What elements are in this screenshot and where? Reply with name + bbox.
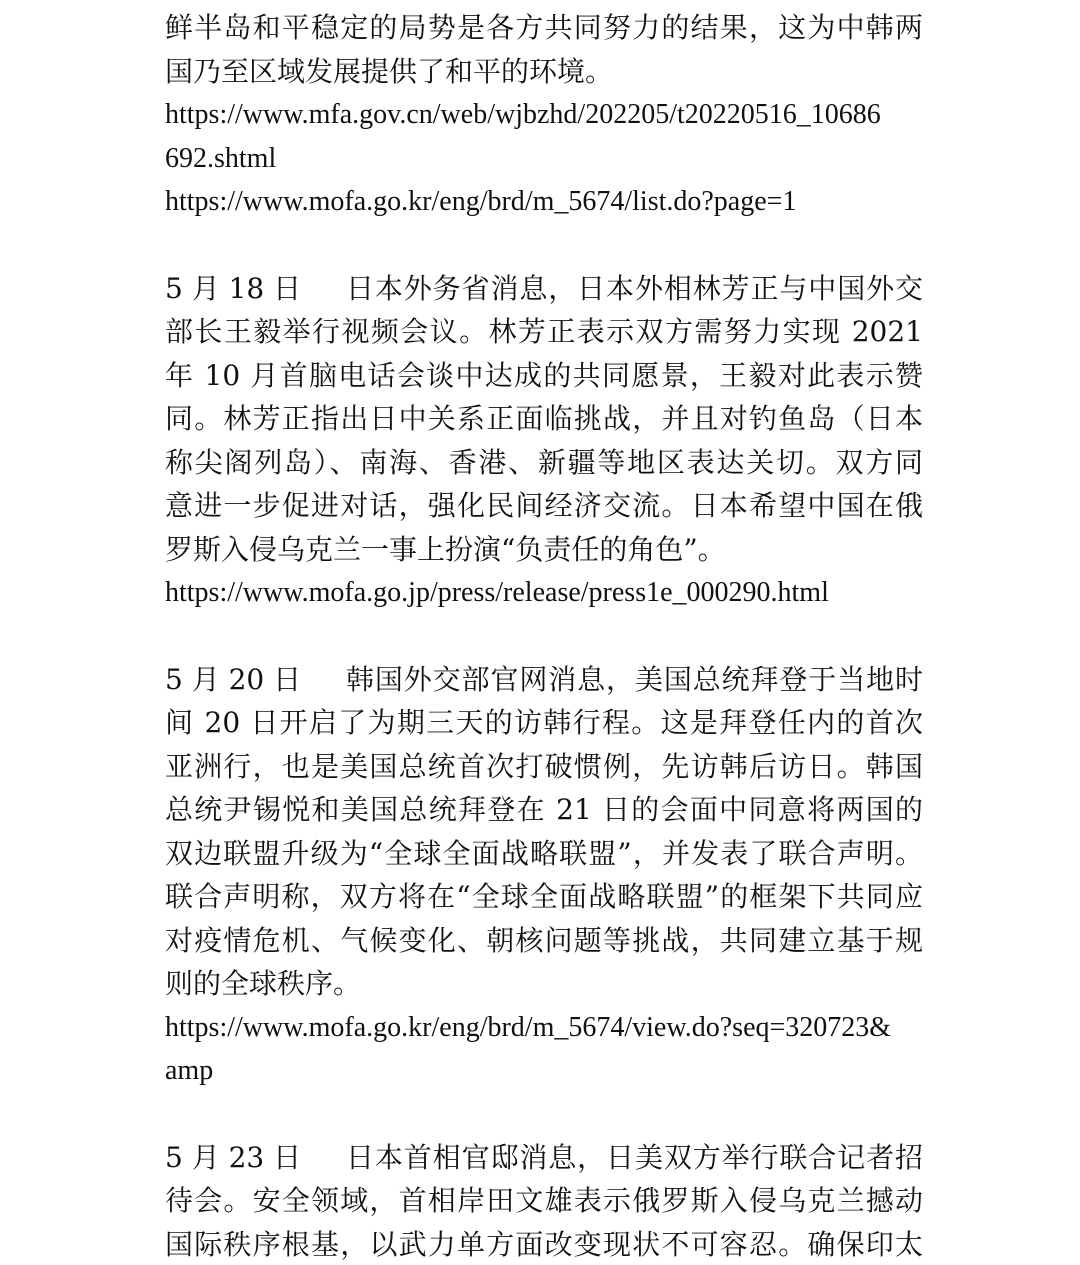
entry-first-line [165, 1136, 923, 1180]
text-line: 年 10 月首脑电话会谈中达成的共同愿景，王毅对此表示赞 [165, 358, 923, 392]
paragraph-gap [165, 224, 923, 267]
text-line: 亚洲行，也是美国总统首次打破惯例，先访韩后访日。韩国 [165, 749, 923, 783]
entry-text: 日本外务省消息，日本外相林芳正与中国外交 [346, 271, 923, 305]
paragraph-gap [165, 1093, 923, 1136]
entry-first-line [165, 267, 923, 311]
entry-date: 5 月 20 日 [165, 662, 302, 696]
entry-date: 5 月 18 日 [165, 271, 302, 305]
text-line: 部长王毅举行视频会议。林芳正表示双方需努力实现 2021 [165, 315, 923, 348]
text-line: 称尖阁列岛）、南海、香港、新疆等地区表达关切。双方同 [165, 445, 923, 479]
entry-may-18 [165, 267, 923, 615]
text-column [165, 6, 923, 1265]
entry-may-20 [165, 658, 923, 1093]
text-line: 国际秩序根基，以武力单方面改变现状不可容忍。确保印太 [165, 1227, 923, 1261]
text-line: 国乃至区域发展提供了和平的环境。 [165, 54, 614, 88]
entry-text: 日本首相官邸消息，日美双方举行联合记者招 [346, 1140, 923, 1174]
url-link[interactable]: https://www.mfa.gov.cn/web/wjbzhd/202205/t20220516_10686 [165, 99, 881, 130]
text-line: 罗斯入侵乌克兰一事上扮演“负责任的角色”。 [165, 532, 726, 566]
text-line: 待会。安全领域，首相岸田文雄表示俄罗斯入侵乌克兰撼动 [165, 1184, 923, 1217]
text-line: 鲜半岛和平稳定的局势是各方共同努力的结果，这为中韩两 [165, 11, 923, 44]
entry-date: 5 月 23 日 [165, 1140, 302, 1174]
url-link[interactable]: 692.shtml [165, 142, 277, 174]
text-line: 总统尹锡悦和美国总统拜登在 21 日的会面中同意将两国的 [165, 793, 923, 826]
text-line: 对疫情危机、气候变化、朝核问题等挑战，共同建立基于规 [165, 923, 923, 957]
text-line: 则的全球秩序。 [165, 967, 362, 1000]
text-line: 双边联盟升级为“全球全面战略联盟”，并发表了联合声明。 [165, 836, 923, 870]
entry-first-line [165, 658, 923, 702]
text-line: 同。林芳正指出日中关系正面临挑战，并且对钓鱼岛（日本 [165, 402, 923, 435]
text-line: 意进一步促进对话，强化民间经济交流。日本希望中国在俄 [165, 489, 923, 522]
entry-text: 韩国外交部官网消息，美国总统拜登于当地时 [346, 662, 923, 696]
intro-paragraph [165, 6, 923, 93]
text-line: 联合声明称，双方将在“全球全面战略联盟”的框架下共同应 [165, 880, 923, 913]
url-link[interactable]: https://www.mofa.go.kr/eng/brd/m_5674/list.do?page=1 [165, 186, 797, 217]
url-link[interactable]: https://www.mofa.go.kr/eng/brd/m_5674/view.do?seq=320723& [165, 1011, 892, 1043]
url-link[interactable]: https://www.mofa.go.jp/press/release/press1e_000290.html [165, 577, 829, 608]
entry-may-23 [165, 1136, 923, 1265]
text-line: 间 20 日开启了为期三天的访韩行程。这是拜登任内的首次 [165, 706, 923, 739]
url-link[interactable]: amp [165, 1055, 214, 1086]
paragraph-gap [165, 615, 923, 658]
intro-links [165, 93, 923, 224]
